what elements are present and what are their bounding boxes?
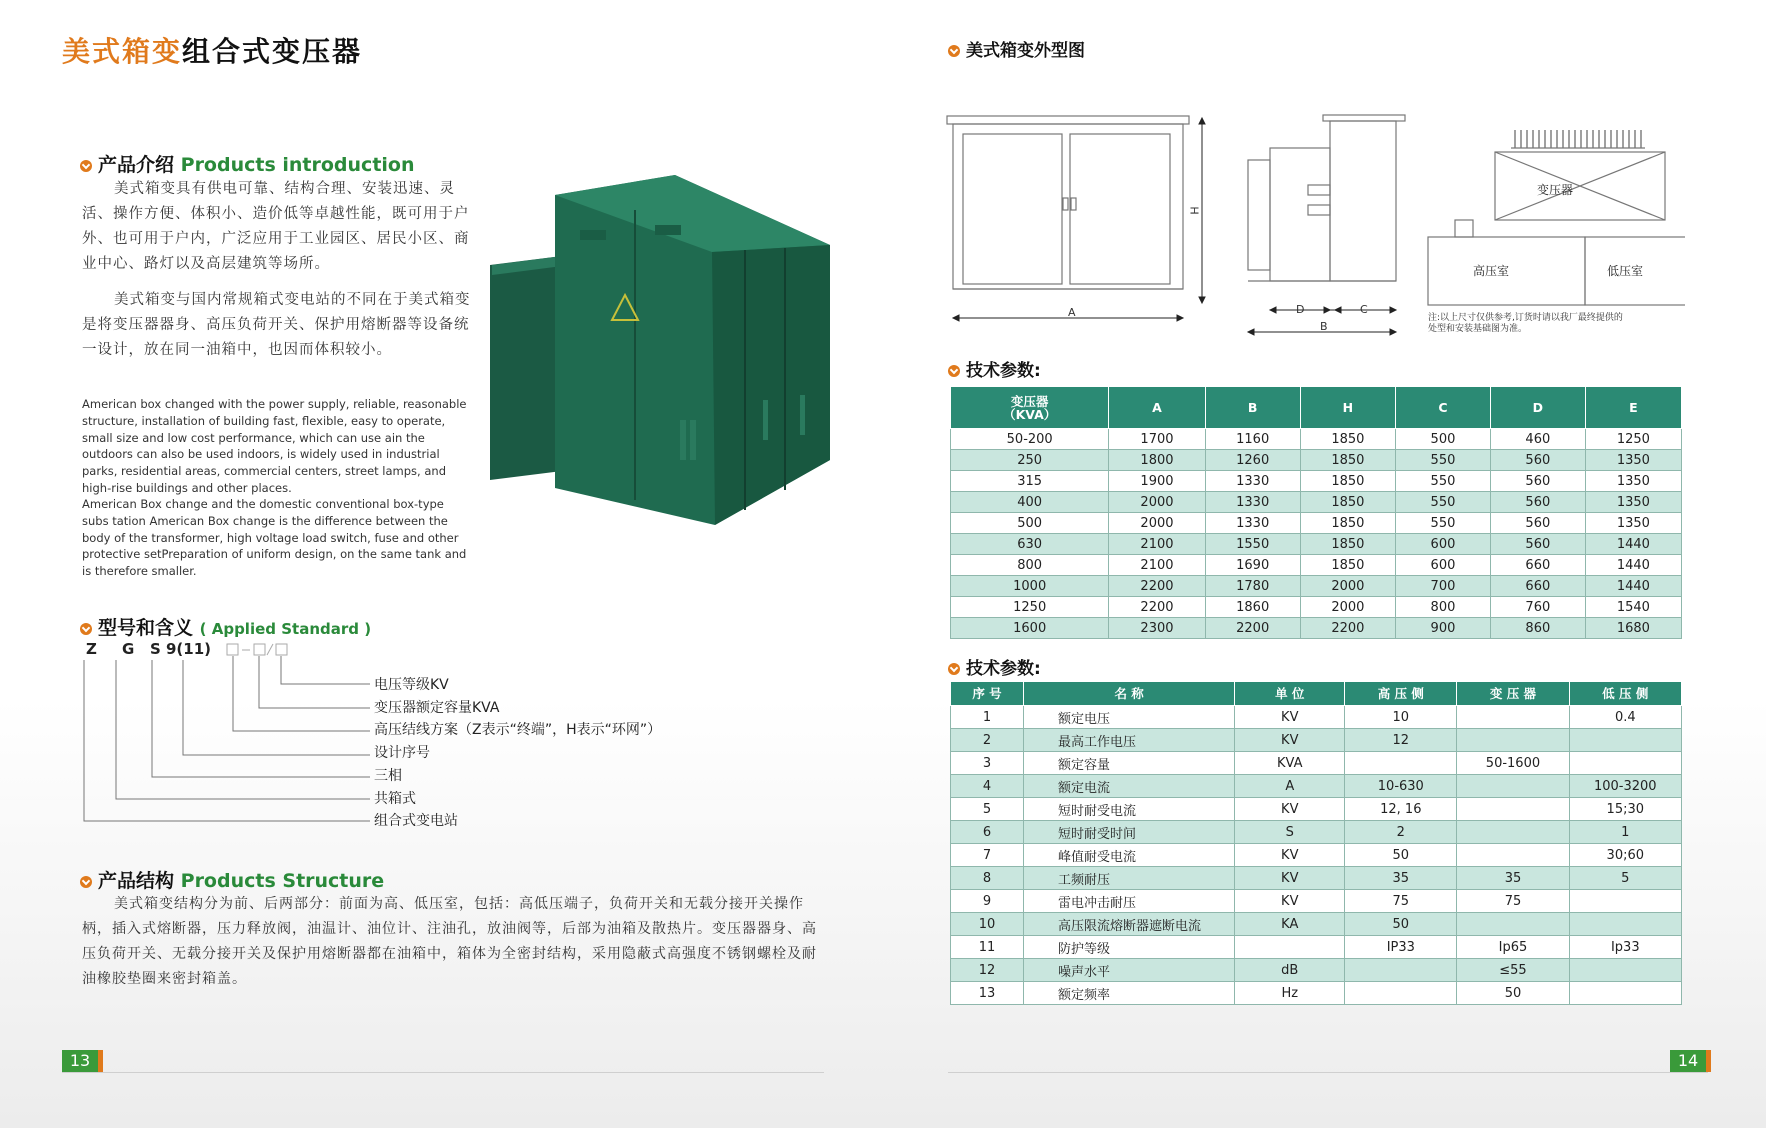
table-cell: 900 bbox=[1396, 618, 1491, 639]
table-cell: 5 bbox=[1569, 867, 1681, 890]
table-cell: 短时耐受电流 bbox=[1024, 798, 1235, 821]
table-header-cell: B bbox=[1205, 387, 1300, 429]
table-cell: 2 bbox=[951, 729, 1024, 752]
table-cell bbox=[1457, 729, 1569, 752]
table-cell: 6 bbox=[951, 821, 1024, 844]
table-cell: 1330 bbox=[1205, 513, 1300, 534]
table-header-cell: 单 位 bbox=[1235, 682, 1345, 706]
model-label: 共箱式 bbox=[374, 790, 416, 807]
table-cell: 630 bbox=[951, 534, 1109, 555]
table-cell: 500 bbox=[951, 513, 1109, 534]
table-cell: 0.4 bbox=[1569, 706, 1681, 729]
table-cell: KV bbox=[1235, 729, 1345, 752]
table-cell: 1860 bbox=[1205, 597, 1300, 618]
table-cell: 1850 bbox=[1300, 555, 1395, 576]
code-letter-z: Z bbox=[86, 640, 97, 658]
table-cell: 600 bbox=[1396, 534, 1491, 555]
table-cell: 860 bbox=[1490, 618, 1585, 639]
table-cell: 1440 bbox=[1585, 534, 1681, 555]
table-cell: 2200 bbox=[1109, 576, 1205, 597]
table-row bbox=[951, 555, 1682, 576]
table-cell: 1680 bbox=[1585, 618, 1681, 639]
table-cell: 2200 bbox=[1109, 597, 1205, 618]
table-row bbox=[951, 450, 1682, 471]
table-cell: Ip33 bbox=[1569, 936, 1681, 959]
intro-en-1: American box changed with the power supply, reliable, reasonable structure, installation of building fast, flexible, easy to operate, small size and low cost performance, which can use ain the outdoors can also be used indoors, is widely used in industrial parks, residential areas, commercial centers, street lamps, and high-rise buildings and other places. bbox=[82, 397, 467, 495]
table-cell: 5 bbox=[951, 798, 1024, 821]
table-row bbox=[951, 534, 1682, 555]
table-cell: 11 bbox=[951, 936, 1024, 959]
table-cell: 600 bbox=[1396, 555, 1491, 576]
table-cell: 8 bbox=[951, 867, 1024, 890]
table-cell bbox=[1345, 752, 1457, 775]
check-bullet-icon bbox=[80, 876, 92, 888]
table-cell bbox=[1569, 729, 1681, 752]
table-header-cell: D bbox=[1490, 387, 1585, 429]
table-row bbox=[951, 492, 1682, 513]
table-cell: 短时耐受时间 bbox=[1024, 821, 1235, 844]
intro-heading-en: Products introduction bbox=[180, 154, 415, 176]
footer-rule-left bbox=[62, 1072, 824, 1073]
table-cell: 560 bbox=[1490, 513, 1585, 534]
table-row bbox=[951, 982, 1682, 1005]
table-cell bbox=[1345, 982, 1457, 1005]
model-label: 变压器额定容量KVA bbox=[374, 699, 500, 716]
table-cell: 1350 bbox=[1585, 450, 1681, 471]
table-row bbox=[951, 618, 1682, 639]
table-header-cell: 低 压 侧 bbox=[1569, 682, 1681, 706]
model-label: 组合式变电站 bbox=[374, 813, 458, 830]
table-cell: KV bbox=[1235, 798, 1345, 821]
code-letter-g: G bbox=[122, 640, 135, 658]
intro-para-1: 美式箱变具有供电可靠、结构合理、安装迅速、灵活、操作方便、体积小、造价低等卓越性能，既可用于户外、也可用于户内，广泛应用于工业园区、居民小区、商业中心、路灯以及高层建筑等场所。 bbox=[82, 181, 470, 272]
table-cell: 760 bbox=[1490, 597, 1585, 618]
table-cell: 1780 bbox=[1205, 576, 1300, 597]
table-cell: 额定电流 bbox=[1024, 775, 1235, 798]
table-cell: 2000 bbox=[1109, 513, 1205, 534]
table-cell: 1350 bbox=[1585, 492, 1681, 513]
table-row bbox=[951, 890, 1682, 913]
table-cell: 2000 bbox=[1300, 597, 1395, 618]
table-cell: 660 bbox=[1490, 555, 1585, 576]
model-code-leader-lines bbox=[80, 640, 380, 830]
table-cell: 50 bbox=[1457, 982, 1569, 1005]
tech2-heading-text: 技术参数: bbox=[966, 659, 1041, 679]
table-cell: KV bbox=[1235, 890, 1345, 913]
table-cell: 1350 bbox=[1585, 471, 1681, 492]
table-cell: 700 bbox=[1396, 576, 1491, 597]
table-cell: 1000 bbox=[951, 576, 1109, 597]
table-cell: 50-1600 bbox=[1457, 752, 1569, 775]
structure-heading-cn: 产品结构 bbox=[98, 870, 175, 892]
dim-label-h: H bbox=[1187, 206, 1201, 215]
table-cell: 3 bbox=[951, 752, 1024, 775]
table-cell: 2000 bbox=[1300, 576, 1395, 597]
table-row bbox=[951, 729, 1682, 752]
table-cell: 噪声水平 bbox=[1024, 959, 1235, 982]
table-cell bbox=[1457, 775, 1569, 798]
table-cell: KV bbox=[1235, 706, 1345, 729]
table-cell: 400 bbox=[951, 492, 1109, 513]
model-code-labels bbox=[374, 674, 661, 833]
table-cell: 1690 bbox=[1205, 555, 1300, 576]
table-cell: S bbox=[1235, 821, 1345, 844]
table-cell: 1600 bbox=[951, 618, 1109, 639]
table-cell: 560 bbox=[1490, 450, 1585, 471]
table-cell: 1850 bbox=[1300, 492, 1395, 513]
structure-heading-en: Products Structure bbox=[180, 870, 385, 892]
table-cell: 4 bbox=[951, 775, 1024, 798]
model-label: 电压等级KV bbox=[374, 677, 449, 693]
table-row bbox=[951, 471, 1682, 492]
table-cell: 1800 bbox=[1109, 450, 1205, 471]
table-cell: 15;30 bbox=[1569, 798, 1681, 821]
table-cell: 50 bbox=[1345, 844, 1457, 867]
table-cell: dB bbox=[1235, 959, 1345, 982]
table-cell bbox=[1569, 913, 1681, 936]
table-cell: 10-630 bbox=[1345, 775, 1457, 798]
tech-table-params bbox=[950, 681, 1682, 1005]
table-cell: 550 bbox=[1396, 492, 1491, 513]
table-cell: 50 bbox=[1345, 913, 1457, 936]
table-cell: 1250 bbox=[951, 597, 1109, 618]
table-cell: 1850 bbox=[1300, 513, 1395, 534]
table-cell: 30;60 bbox=[1569, 844, 1681, 867]
table-cell: 1160 bbox=[1205, 429, 1300, 450]
structure-heading bbox=[80, 866, 384, 893]
note-line: 注:以上尺寸仅供参考,订货时请以我厂最终提供的 bbox=[1428, 313, 1623, 323]
table-cell: 560 bbox=[1490, 534, 1585, 555]
product-photo bbox=[480, 170, 840, 530]
table-cell bbox=[1457, 706, 1569, 729]
table-row bbox=[951, 913, 1682, 936]
label-hv-room: 高压室 bbox=[1473, 264, 1510, 278]
table-cell: 工频耐压 bbox=[1024, 867, 1235, 890]
table-cell: 35 bbox=[1457, 867, 1569, 890]
outline-drawing bbox=[945, 110, 1685, 340]
table-cell: 2300 bbox=[1109, 618, 1205, 639]
dim-label-a: A bbox=[1068, 306, 1076, 319]
table-cell: 1250 bbox=[1585, 429, 1681, 450]
outline-heading-text: 美式箱变外型图 bbox=[966, 41, 1085, 61]
table-cell: 560 bbox=[1490, 471, 1585, 492]
table-cell: 1550 bbox=[1205, 534, 1300, 555]
table-cell: 1330 bbox=[1205, 471, 1300, 492]
table-cell: 560 bbox=[1490, 492, 1585, 513]
table-cell: 1900 bbox=[1109, 471, 1205, 492]
table-row bbox=[951, 597, 1682, 618]
table-cell: 500 bbox=[1396, 429, 1491, 450]
table-cell: 12, 16 bbox=[1345, 798, 1457, 821]
table-cell bbox=[1457, 844, 1569, 867]
table-cell: 2200 bbox=[1205, 618, 1300, 639]
structure-para: 美式箱变结构分为前、后两部分：前面为高、低压室，包括：高低压端子，负荷开关和无载分接开关操作柄，插入式熔断器，压力释放阀，油温计、油位计、注油孔，放油阀等，后部为油箱及散热片。变压器器身、高压负荷开关、无载分接开关及保护用熔断器都在油箱中，箱体为全密封结构，采用隐蔽式高强度不锈钢螺栓及耐油橡胶垫圈来密封箱盖。 bbox=[82, 896, 817, 987]
table-cell: A bbox=[1235, 775, 1345, 798]
table-row bbox=[951, 959, 1682, 982]
table-cell: KV bbox=[1235, 867, 1345, 890]
table-cell: 10 bbox=[951, 913, 1024, 936]
table-row bbox=[951, 576, 1682, 597]
table-cell: Ip65 bbox=[1457, 936, 1569, 959]
table-cell: 1850 bbox=[1300, 534, 1395, 555]
table-cell: 防护等级 bbox=[1024, 936, 1235, 959]
table-row bbox=[951, 513, 1682, 534]
table-row bbox=[951, 821, 1682, 844]
table-row bbox=[951, 752, 1682, 775]
table-header-cell: C bbox=[1396, 387, 1491, 429]
tech1-heading-text: 技术参数: bbox=[966, 361, 1041, 381]
tech1-heading bbox=[948, 356, 1041, 381]
table-cell: 800 bbox=[1396, 597, 1491, 618]
table-cell: 10 bbox=[1345, 706, 1457, 729]
table-row bbox=[951, 936, 1682, 959]
table-row bbox=[951, 867, 1682, 890]
check-bullet-icon bbox=[948, 45, 960, 57]
table-cell: 550 bbox=[1396, 450, 1491, 471]
table-header-cell: E bbox=[1585, 387, 1681, 429]
table-cell: 1 bbox=[1569, 821, 1681, 844]
table-cell: 12 bbox=[1345, 729, 1457, 752]
table-header-cell: 变压器 （KVA） bbox=[951, 387, 1109, 429]
table-cell: 额定电压 bbox=[1024, 706, 1235, 729]
table-cell: KVA bbox=[1235, 752, 1345, 775]
table-cell: 1260 bbox=[1205, 450, 1300, 471]
table-cell: ≤55 bbox=[1457, 959, 1569, 982]
table-cell: 1350 bbox=[1585, 513, 1681, 534]
intro-heading bbox=[80, 150, 415, 177]
code-letter-series: 9(11) bbox=[166, 640, 212, 658]
table-cell: 12 bbox=[951, 959, 1024, 982]
table-cell: 1440 bbox=[1585, 576, 1681, 597]
table-cell: 雷电冲击耐压 bbox=[1024, 890, 1235, 913]
table-row bbox=[951, 798, 1682, 821]
table-cell: 1440 bbox=[1585, 555, 1681, 576]
table-header-cell: H bbox=[1300, 387, 1395, 429]
table-cell bbox=[1569, 890, 1681, 913]
model-heading bbox=[80, 613, 371, 640]
table-cell: Hz bbox=[1235, 982, 1345, 1005]
outline-heading bbox=[948, 36, 1085, 61]
model-label: 设计序号 bbox=[374, 745, 430, 762]
table-row bbox=[951, 844, 1682, 867]
table-row bbox=[951, 706, 1682, 729]
table-cell: 最高工作电压 bbox=[1024, 729, 1235, 752]
table-cell bbox=[1457, 821, 1569, 844]
table-cell bbox=[1235, 936, 1345, 959]
table-cell: 460 bbox=[1490, 429, 1585, 450]
check-bullet-icon bbox=[948, 365, 960, 377]
table-cell: 额定容量 bbox=[1024, 752, 1235, 775]
table-row bbox=[951, 775, 1682, 798]
table-cell: 800 bbox=[951, 555, 1109, 576]
footer-rule-right bbox=[948, 1072, 1708, 1073]
table-cell: 1540 bbox=[1585, 597, 1681, 618]
table-header-cell: 名 称 bbox=[1024, 682, 1235, 706]
check-bullet-icon bbox=[80, 160, 92, 172]
table-cell bbox=[1457, 798, 1569, 821]
dim-label-b: B bbox=[1320, 320, 1328, 333]
table-cell: 250 bbox=[951, 450, 1109, 471]
model-label: 高压结线方案（Z表示“终端”，H表示“环网”） bbox=[374, 722, 662, 739]
table-cell bbox=[1457, 913, 1569, 936]
intro-en-2: American Box change and the domestic conventional box-type subs tation American Box change is the difference between the body of the transformer, high voltage load switch, fuse and other protective setPreparation of uniform design, on the same tank and is therefore smaller. bbox=[82, 497, 467, 579]
table-cell: 额定频率 bbox=[1024, 982, 1235, 1005]
title-orange: 美式箱变 bbox=[62, 35, 183, 68]
dim-label-d: D bbox=[1296, 303, 1305, 316]
table-cell: 100-3200 bbox=[1569, 775, 1681, 798]
check-bullet-icon bbox=[948, 663, 960, 675]
table-cell: 75 bbox=[1457, 890, 1569, 913]
table-cell bbox=[1569, 752, 1681, 775]
table-cell: 75 bbox=[1345, 890, 1457, 913]
table-cell: 2000 bbox=[1109, 492, 1205, 513]
table-header-cell: 序 号 bbox=[951, 682, 1024, 706]
drawing-note bbox=[1428, 313, 1623, 335]
code-letter-s: S bbox=[150, 640, 161, 658]
model-heading-en: ( Applied Standard ) bbox=[199, 620, 372, 638]
intro-para-2: 美式箱变与国内常规箱式变电站的不同在于美式箱变是将变压器器身、高压负荷开关、保护用熔断器等设备统一设计，放在同一油箱中，也因而体积较小。 bbox=[82, 292, 471, 358]
table-cell: KV bbox=[1235, 844, 1345, 867]
tech2-heading bbox=[948, 654, 1041, 679]
table-row bbox=[951, 429, 1682, 450]
table-cell: KA bbox=[1235, 913, 1345, 936]
intro-heading-cn: 产品介绍 bbox=[98, 154, 175, 176]
model-label: 三相 bbox=[374, 767, 402, 784]
note-line: 处型和安装基础图为准。 bbox=[1428, 324, 1528, 334]
tech-table-dimensions bbox=[950, 386, 1682, 639]
page-number-left: 13 bbox=[62, 1050, 103, 1072]
table-cell: 550 bbox=[1396, 471, 1491, 492]
table-cell bbox=[1345, 959, 1457, 982]
table-cell: 2100 bbox=[1109, 555, 1205, 576]
table-cell: 35 bbox=[1345, 867, 1457, 890]
model-heading-cn: 型号和含义 bbox=[98, 617, 194, 639]
table-cell bbox=[1569, 959, 1681, 982]
table-cell: 2100 bbox=[1109, 534, 1205, 555]
label-lv-room: 低压室 bbox=[1607, 264, 1644, 278]
table-header-cell: 变 压 器 bbox=[1457, 682, 1569, 706]
table-header-cell: 高 压 侧 bbox=[1345, 682, 1457, 706]
dim-label-c: C bbox=[1360, 303, 1368, 316]
table-cell: 50-200 bbox=[951, 429, 1109, 450]
label-transformer: 变压器 bbox=[1537, 183, 1574, 197]
table-cell: 13 bbox=[951, 982, 1024, 1005]
page-title bbox=[62, 30, 362, 70]
table-cell: 1 bbox=[951, 706, 1024, 729]
table-cell: 7 bbox=[951, 844, 1024, 867]
table-cell: 1850 bbox=[1300, 429, 1395, 450]
table-cell bbox=[1569, 982, 1681, 1005]
table-cell: 550 bbox=[1396, 513, 1491, 534]
table-cell: 1700 bbox=[1109, 429, 1205, 450]
table-cell: 315 bbox=[951, 471, 1109, 492]
title-black: 组合式变压器 bbox=[182, 35, 363, 68]
table-cell: 1850 bbox=[1300, 471, 1395, 492]
table-cell: 2 bbox=[1345, 821, 1457, 844]
table-header-cell: A bbox=[1109, 387, 1205, 429]
table-cell: 峰值耐受电流 bbox=[1024, 844, 1235, 867]
table-cell: 9 bbox=[951, 890, 1024, 913]
table-cell: 1850 bbox=[1300, 450, 1395, 471]
table-cell: 2200 bbox=[1300, 618, 1395, 639]
table-cell: 660 bbox=[1490, 576, 1585, 597]
check-bullet-icon bbox=[80, 623, 92, 635]
table-cell: IP33 bbox=[1345, 936, 1457, 959]
page-number-right: 14 bbox=[1670, 1050, 1711, 1072]
table-cell: 高压限流熔断器遮断电流 bbox=[1024, 913, 1235, 936]
table-cell: 1330 bbox=[1205, 492, 1300, 513]
